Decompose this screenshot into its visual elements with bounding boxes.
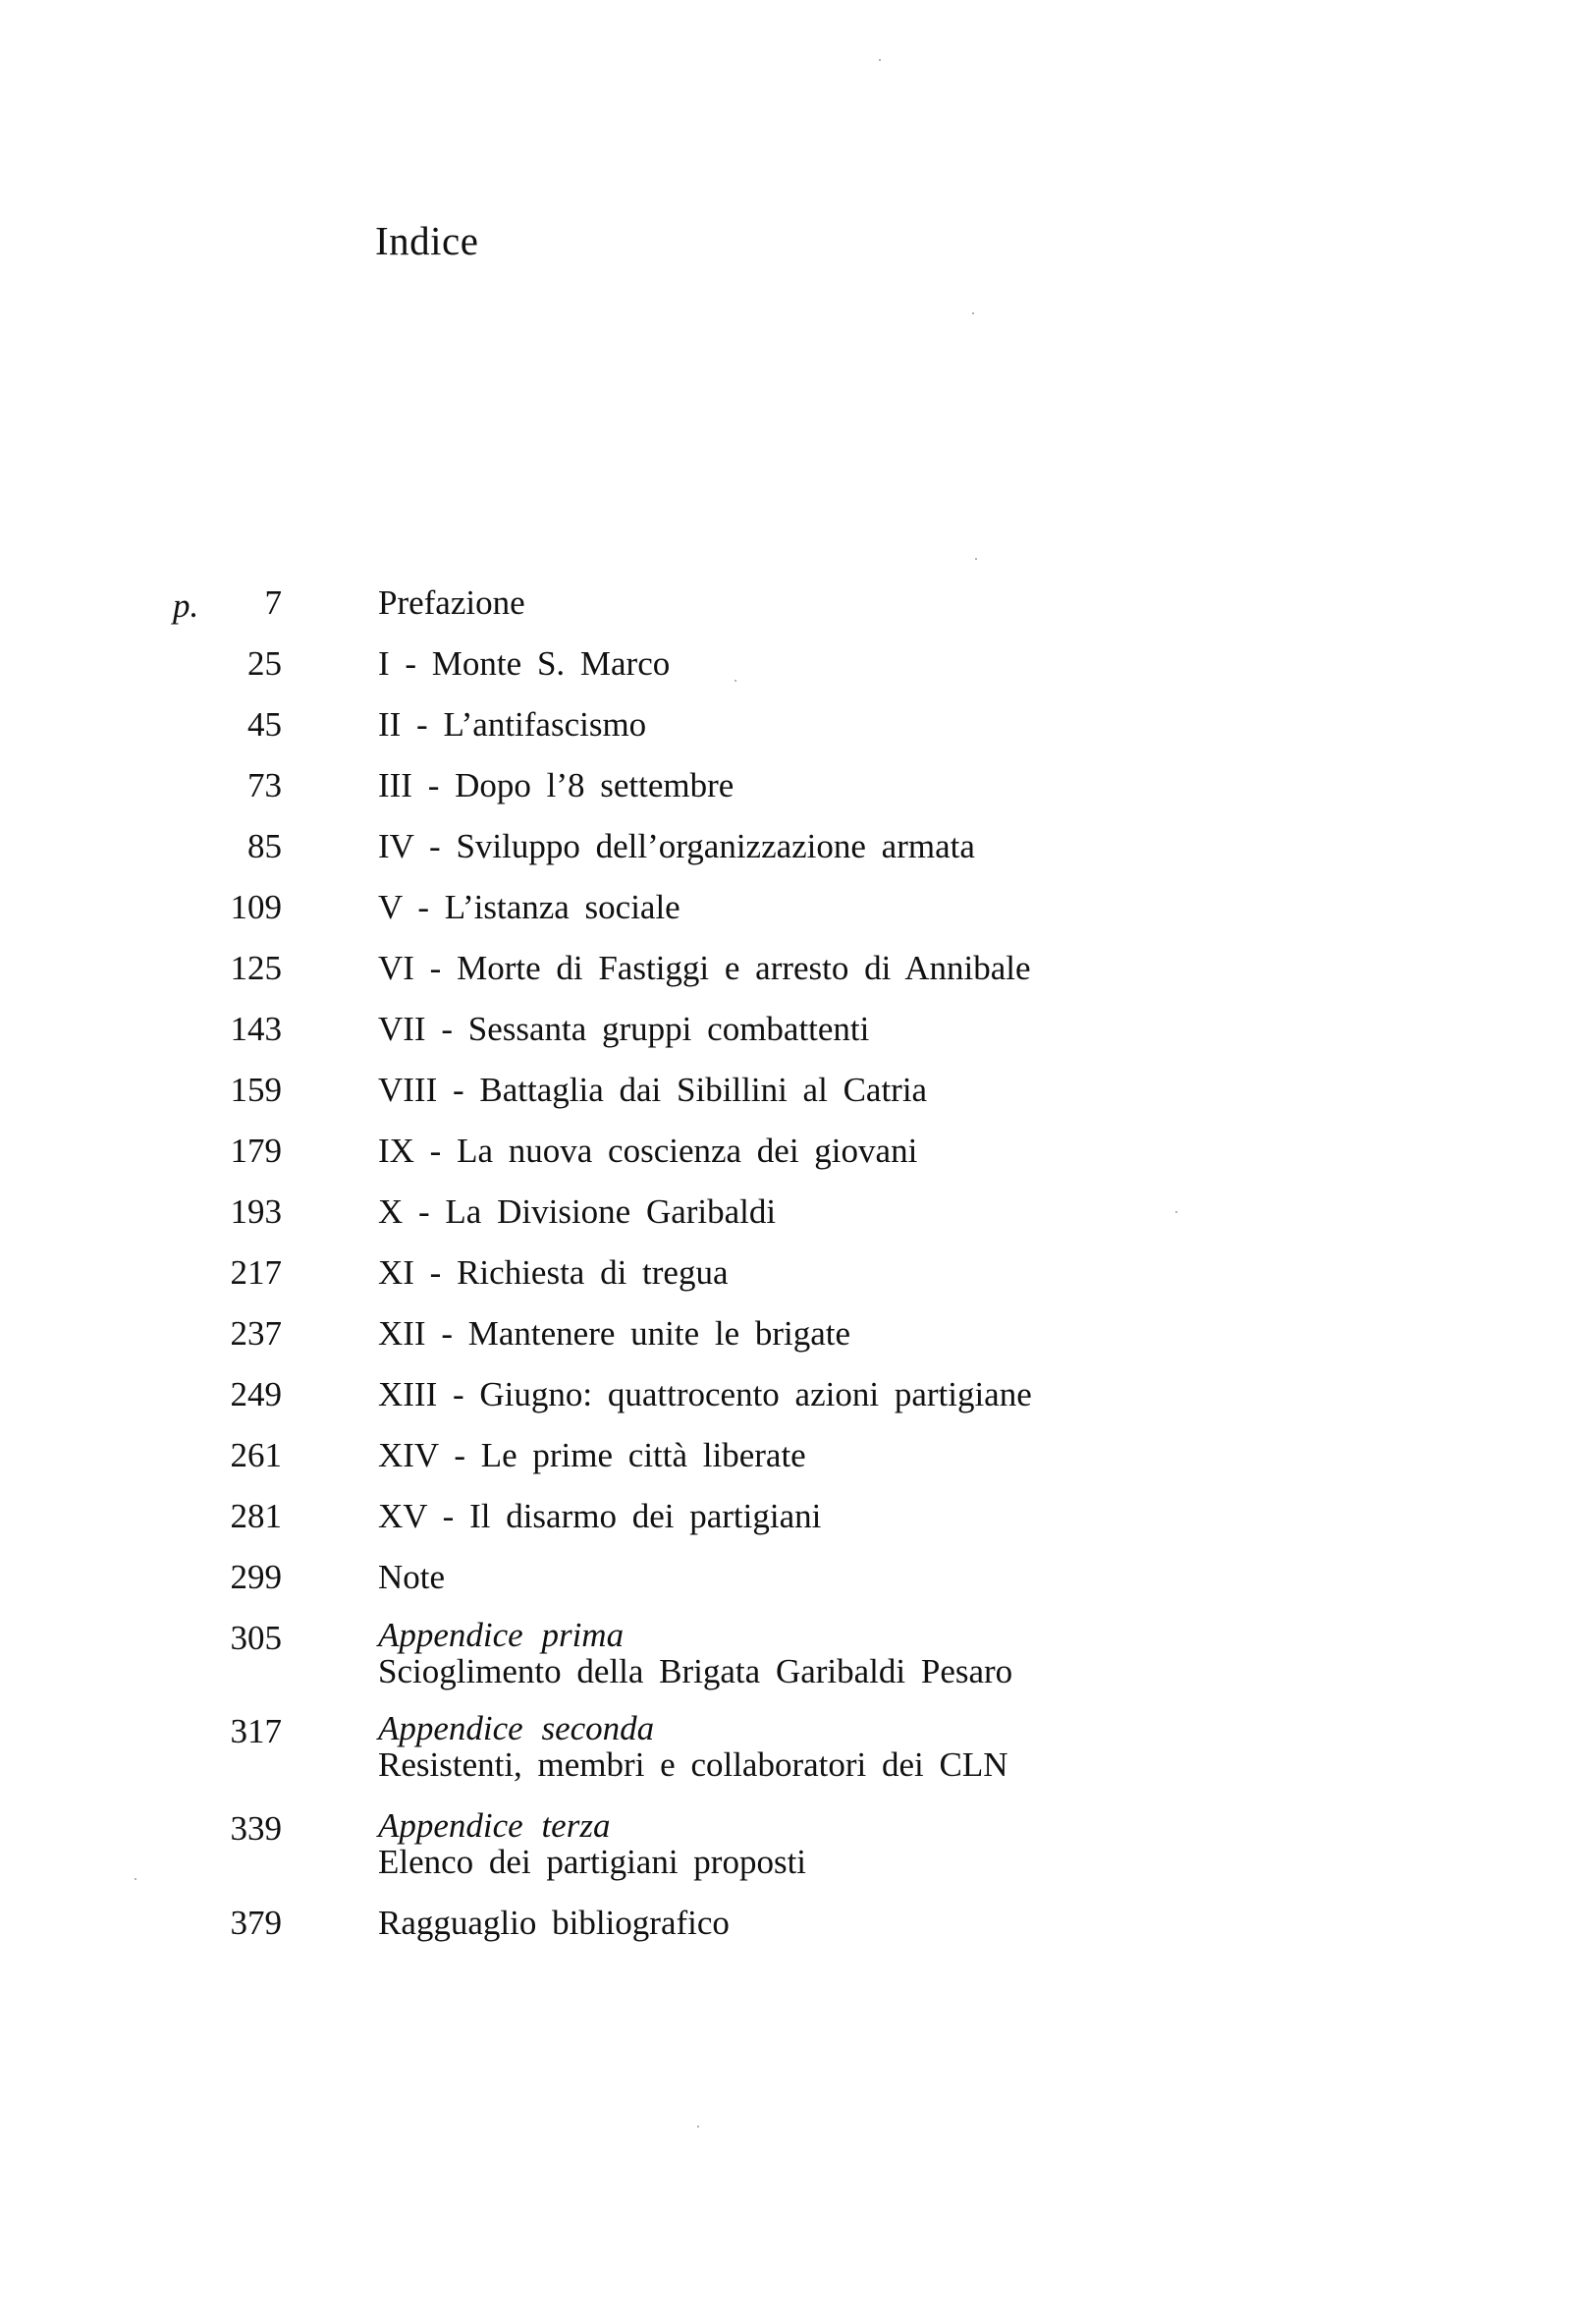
toc-page-number: 217 (230, 1253, 282, 1292)
toc-page-number: 261 (230, 1436, 282, 1474)
toc-page-number: 7 (264, 583, 282, 622)
toc-entry-title: XV - Il disarmo dei partigiani (378, 1497, 822, 1535)
toc-page-number: 317 (230, 1712, 282, 1750)
toc-entry-title: VI - Morte di Fastiggi e arresto di Annibale (378, 949, 1031, 987)
scan-speck (735, 680, 736, 682)
appendix-heading: Appendice terza (378, 1806, 611, 1845)
scan-speck (1175, 1211, 1177, 1213)
toc-page-number: 45 (247, 705, 282, 744)
toc-entry-title: XIV - Le prime città liberate (378, 1436, 806, 1474)
toc-page-number: 281 (230, 1497, 282, 1535)
toc-entry-title: IX - La nuova coscienza dei giovani (378, 1132, 918, 1170)
toc-page-number: 73 (247, 766, 282, 804)
toc-entry-title: I - Monte S. Marco (378, 644, 671, 683)
toc-page-number: 85 (247, 827, 282, 865)
toc-entry-title: IV - Sviluppo dell’organizzazione armata (378, 827, 975, 865)
toc-appendix (378, 1806, 807, 1882)
appendix-subtitle: Elenco dei partigiani proposti (378, 1843, 807, 1881)
toc-page-number: 305 (230, 1619, 282, 1657)
scan-speck (975, 558, 977, 560)
toc-appendix (378, 1616, 1013, 1691)
toc-entry-title: V - L’istanza sociale (378, 888, 680, 926)
toc-entry-title: Ragguaglio bibliografico (378, 1904, 730, 1942)
scan-speck (697, 2126, 699, 2128)
toc-page-number: 143 (230, 1010, 282, 1048)
toc-entry-title: Note (378, 1558, 446, 1596)
toc-entry-title: III - Dopo l’8 settembre (378, 766, 735, 804)
scan-speck (135, 1878, 136, 1880)
toc-page-number: 299 (230, 1558, 282, 1596)
toc-page-number: 159 (230, 1071, 282, 1109)
toc-entry-title: XII - Mantenere unite le brigate (378, 1314, 851, 1353)
toc-entry-title: XIII - Giugno: quattrocento azioni partigiane (378, 1375, 1032, 1413)
toc-entry-title: II - L’antifascismo (378, 705, 647, 744)
toc-appendix (378, 1709, 1008, 1785)
toc-page-number: 125 (230, 949, 282, 987)
appendix-subtitle: Scioglimento della Brigata Garibaldi Pesaro (378, 1652, 1013, 1690)
toc-entry-title: VII - Sessanta gruppi combattenti (378, 1010, 870, 1048)
toc-page-number: 109 (230, 888, 282, 926)
toc-page-number: 25 (247, 644, 282, 683)
toc-page-number: 193 (230, 1192, 282, 1231)
toc-page-number: 379 (230, 1904, 282, 1942)
appendix-heading: Appendice seconda (378, 1709, 655, 1747)
toc-page-number: 237 (230, 1314, 282, 1353)
page-prefix: p. (173, 586, 199, 625)
toc-page-number: 179 (230, 1132, 282, 1170)
appendix-subtitle: Resistenti, membri e collaboratori dei CLN (378, 1745, 1008, 1784)
toc-entry-title: VIII - Battaglia dai Sibillini al Catria (378, 1071, 928, 1109)
scan-speck (972, 312, 974, 314)
toc-entry-title: Prefazione (378, 583, 525, 622)
scan-speck (879, 59, 881, 61)
toc-page-number: 249 (230, 1375, 282, 1413)
toc-entry-title: X - La Divisione Garibaldi (378, 1192, 777, 1231)
page-title: Indice (375, 218, 479, 263)
toc-entry-title: XI - Richiesta di tregua (378, 1253, 729, 1292)
toc-page-number: 339 (230, 1809, 282, 1848)
appendix-heading: Appendice prima (378, 1616, 625, 1654)
